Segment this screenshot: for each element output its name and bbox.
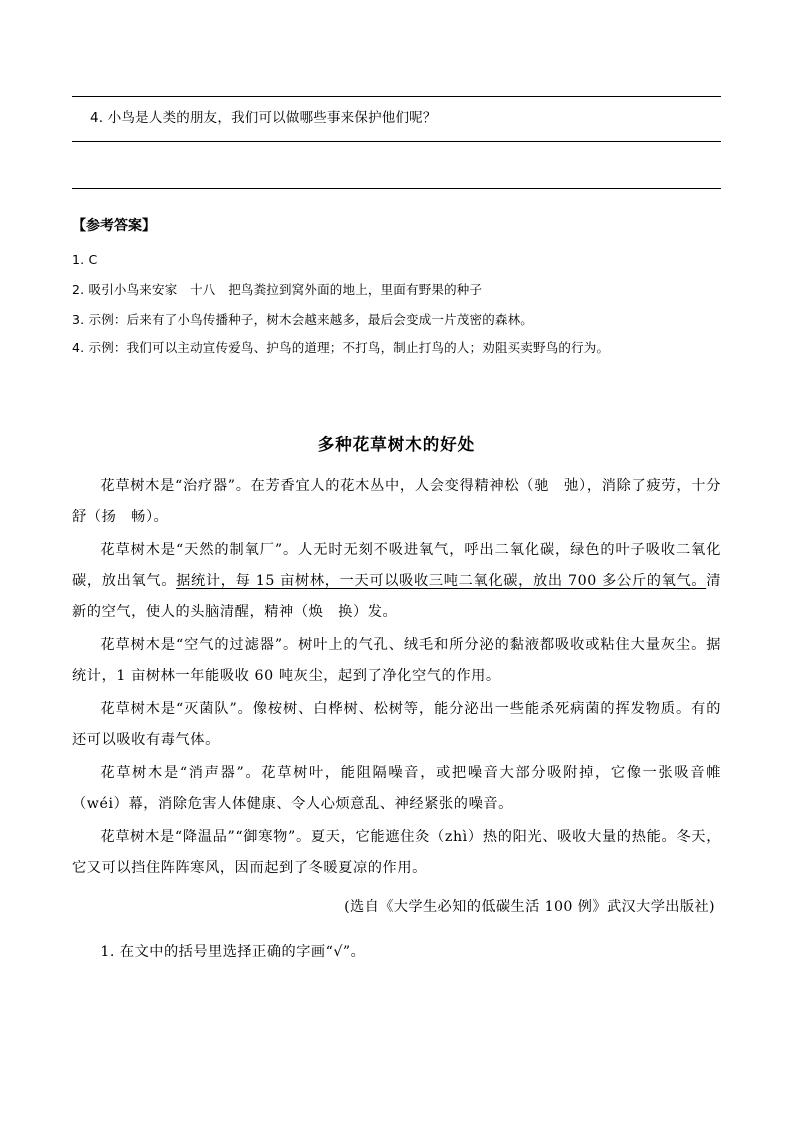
article-paragraph-2 bbox=[72, 535, 721, 628]
paragraph-2-lead: 花草树木是“天然的制氧厂”。人无时无刻不吸进氧气，呼出二氧化碳，绿色的叶子吸收二氧化碳，放出氧气。 bbox=[72, 542, 721, 589]
answer-item-2: 2. 吸引小鸟来安家 十八 把鸟粪拉到窝外面的地上，里面有野果的种子 bbox=[72, 282, 483, 297]
answer-item-3: 3. 示例：后来有了小鸟传播种子，树木会越来越多，最后会变成一片茂密的森林。 bbox=[72, 312, 534, 327]
article-paragraph-6: 花草树木是“降温品”“御寒物”。夏天，它能遮住灸（zhì）热的阳光、吸收大量的热能。冬天，它又可以挡住阵阵寒风，因而起到了冬暖夏凉的作用。 bbox=[72, 829, 721, 876]
article-paragraph-1: 花草树木是“治疗器”。在芳香宜人的花木丛中，人会变得精神松（驰 弛），消除了疲劳，十分舒（扬 畅）。 bbox=[72, 478, 721, 525]
article-paragraph-5: 花草树木是“消声器”。花草树叶，能阻隔噪音，或把噪音大部分吸附掉，它像一张吸音帷（wéi）幕，消除危害人体健康、令人心烦意乱、神经紧张的噪音。 bbox=[72, 765, 721, 812]
article-paragraph-4: 花草树木是“灭菌队”。像桉树、白桦树、松树等，能分泌出一些能杀死病菌的挥发物质。有的还可以吸收有毒气体。 bbox=[72, 701, 721, 748]
exercise-question-4: 4. 小鸟是人类的朋友，我们可以做哪些事来保护他们呢？ bbox=[90, 110, 437, 126]
article-question-1: 1. 在文中的括号里选择正确的字画“√”。 bbox=[100, 944, 366, 960]
paragraph-2-underlined: 据统计，每 15 亩树林，一天可以吸收三吨二氧化碳，放出 700 多公斤的氧气。 bbox=[176, 573, 707, 589]
article-title: 多种花草树木的好处 bbox=[317, 435, 476, 454]
top-spacer bbox=[72, 0, 721, 96]
answer-blank-space bbox=[72, 142, 721, 188]
answers-heading: 【参考答案】 bbox=[72, 218, 156, 234]
answer-item-4: 4. 示例：我们可以主动宣传爱鸟、护鸟的道理；不打鸟，制止打鸟的人；劝阻买卖野鸟的行为。 bbox=[72, 340, 610, 355]
answer-rule-bottom bbox=[72, 188, 721, 189]
answer-item-1: 1. C bbox=[72, 252, 98, 267]
article-paragraph-3: 花草树木是“空气的过滤器”。树叶上的气孔、绒毛和所分泌的黏液都吸收或粘住大量灰尘。据统计，1 亩树林一年能吸收 60 吨灰尘，起到了净化空气的作用。 bbox=[72, 637, 721, 684]
paragraph-2-tail: 清新的空气，使人的头脑清醒，精神（焕 换）发。 bbox=[72, 573, 721, 620]
article-section bbox=[72, 431, 721, 968]
article-source: (选自《大学生必知的低碳生活 100 例》武汉大学出版社) bbox=[344, 899, 715, 915]
